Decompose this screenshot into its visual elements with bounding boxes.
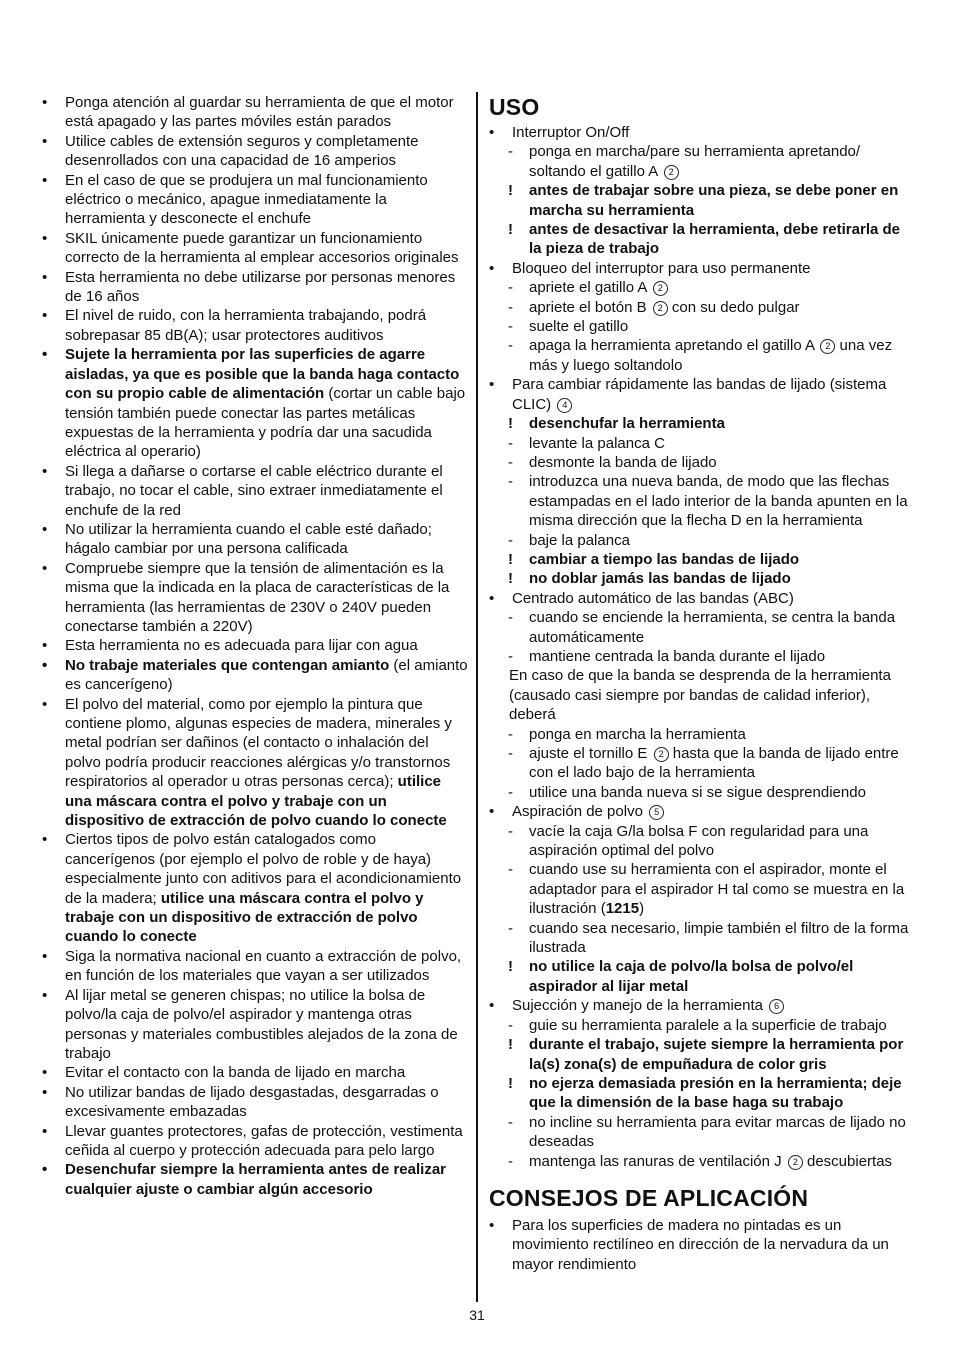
text-run: una vez más y luego soltandolo [529, 337, 893, 374]
bullet-marker: • [42, 1083, 48, 1101]
warning-step [489, 181, 913, 220]
figure-reference: 4 [557, 398, 572, 413]
bullet-marker: • [42, 94, 48, 111]
dash-marker: - [508, 279, 513, 297]
bullet-marker: • [42, 346, 48, 364]
text-run: Centrado automático de las bandas (ABC) [512, 589, 794, 607]
dash-marker: - [508, 745, 513, 762]
list-item [42, 229, 468, 268]
warning-step [489, 550, 913, 569]
section-heading-consejos: CONSEJOS DE APLICACIÓN [489, 1184, 809, 1211]
bullet-marker: • [42, 1122, 48, 1140]
step-item [489, 822, 913, 861]
right-column [489, 93, 913, 1274]
list-item [42, 1122, 468, 1161]
bullet-marker: • [42, 986, 48, 1004]
text-run: Esta herramienta no es adecuada para lijar con agua [65, 637, 418, 655]
step-item [489, 744, 913, 783]
text-run: Ponga atención al guardar su herramienta de que el motor está apagado y las partes móviles están parados [65, 94, 454, 131]
step-item [489, 317, 913, 336]
warning-marker: ! [508, 182, 513, 200]
warning-marker: ! [508, 221, 513, 239]
consejos-instructions [489, 1216, 913, 1274]
text-run: Interruptor On/Off [512, 124, 630, 141]
uso-instructions [489, 123, 913, 1171]
text-run: cuando sea necesario, limpie también el filtro de la forma ilustrada [529, 919, 909, 957]
bold-text: 1215 [605, 900, 640, 918]
warning-step [489, 1035, 913, 1074]
bullet-marker: • [42, 637, 48, 655]
text-run: cuando use su herramienta con el aspirador, monte el adaptador para el aspirador H tal como se muestra en la ilustración ( [529, 861, 905, 918]
dash-marker: - [508, 473, 513, 491]
text-run: no incline su herramienta para evitar marcas de lijado no deseadas [529, 1113, 906, 1151]
list-item [42, 986, 468, 1064]
warning-marker: ! [508, 958, 513, 976]
list-item [42, 171, 468, 229]
text-run: hasta que la banda de lijado entre con el lado bajo de la herramienta [529, 745, 899, 782]
bullet-marker: • [42, 1161, 48, 1179]
bullet-marker: • [42, 520, 48, 538]
figure-reference: 5 [649, 805, 664, 820]
step-item [489, 783, 913, 802]
text-run: antes de trabajar sobre una pieza, se debe poner en marcha su herramienta [529, 182, 899, 219]
text-run: guie su herramienta paralele a la superficie de trabajo [529, 1016, 887, 1034]
text-run: cuando se enciende la herramienta, se centra la banda automáticamente [529, 609, 896, 646]
text-run: Evitar el contacto con la banda de lijado en marcha [65, 1064, 406, 1082]
list-item [42, 132, 468, 171]
text-run: (cortar un cable bajo tensión también puede conectar las partes metálicas expuestas de la herramienta y podría dar una sacudida eléctrica al operario) [65, 385, 466, 461]
text-run: cambiar a tiempo las bandas de lijado [529, 550, 800, 568]
bullet-marker: • [42, 695, 48, 713]
text-run: Para los superficies de madera no pintadas es un movimiento rectilíneo en dirección de la nervadura da un mayor rendimiento [512, 1216, 889, 1273]
column-divider [476, 92, 478, 1302]
text-run: (el amianto es cancerígeno) [65, 656, 468, 694]
bullet-marker: • [42, 268, 48, 286]
dash-marker: - [508, 822, 513, 840]
step-item [489, 453, 913, 472]
dash-marker: - [508, 1113, 513, 1131]
bullet-marker: • [42, 171, 48, 189]
text-run: levante la palanca C [529, 434, 665, 452]
figure-reference: 2 [788, 1155, 803, 1170]
section-heading-uso: USO [489, 94, 540, 120]
warning-step [489, 569, 913, 588]
dash-marker: - [508, 434, 513, 452]
bullet-marker: • [42, 132, 48, 150]
list-item [42, 947, 468, 986]
dash-marker: - [508, 318, 513, 336]
text-run: no utilice la caja de polvo/la bolsa de polvo/el aspirador al lijar metal [529, 958, 854, 995]
text-run: SKIL únicamente puede garantizar un funcionamiento correcto de la herramienta al emplear accesorios originales [65, 229, 459, 267]
bullet-marker: • [42, 656, 48, 674]
text-run: durante el trabajo, sujete siempre la herramienta por la(s) zona(s) de empuñadura de color gris [529, 1036, 904, 1073]
text-run: Compruebe siempre que la tensión de alimentación es la misma que la indicada en la placa de características de la herramienta (las herramientas de 230V o 240V pueden conectarse también a 220V) [65, 559, 450, 635]
warning-marker: ! [508, 550, 513, 568]
text-run: Esta herramienta no debe utilizarse por personas menores de 16 años [65, 268, 456, 306]
list-item [42, 656, 468, 695]
dash-marker: - [508, 298, 513, 316]
warning-step [489, 1074, 913, 1113]
list-item [489, 589, 913, 608]
paragraph [489, 666, 913, 724]
bullet-marker: • [489, 376, 495, 394]
bullet-marker: • [489, 803, 495, 821]
step-item [489, 472, 913, 530]
bullet-marker: • [42, 559, 48, 577]
dash-marker: - [508, 725, 513, 743]
bullet-marker: • [42, 1064, 48, 1082]
list-item [42, 636, 468, 655]
bullet-marker: • [42, 307, 48, 325]
bold-text: utilice una máscara contra el polvo y trabaje con un dispositivo de extracción de polvo cuando lo conecte [65, 773, 447, 830]
text-run: vacíe la caja G/la bolsa F con regularidad para una aspiración optimal del polvo [529, 822, 869, 860]
text-run: Utilice cables de extensión seguros y completamente desenrollados con una capacidad de 16 amperios [65, 132, 419, 170]
list-item [42, 93, 468, 132]
list-item [489, 996, 913, 1015]
text-run: ) [639, 900, 645, 918]
warning-marker: ! [508, 1036, 513, 1054]
figure-reference: 2 [653, 301, 668, 316]
warning-step [489, 220, 913, 259]
bullet-marker: • [42, 229, 48, 247]
safety-bullet-list [42, 93, 468, 1199]
list-item [42, 268, 468, 307]
step-item [489, 647, 913, 666]
text-run: desmonte la banda de lijado [529, 453, 717, 471]
step-item [489, 531, 913, 550]
text-run: baje la palanca [529, 531, 630, 549]
bullet-marker: • [489, 259, 495, 277]
figure-reference: 2 [664, 165, 679, 180]
list-item [42, 1160, 468, 1199]
list-item [489, 375, 913, 414]
text-run: ajuste el tornillo E [529, 745, 652, 762]
step-item [489, 919, 913, 958]
figure-reference: 2 [653, 281, 668, 296]
warning-step [489, 414, 913, 433]
step-item [489, 1016, 913, 1035]
step-item [489, 860, 913, 918]
text-run: suelte el gatillo [529, 318, 629, 336]
bullet-marker: • [489, 124, 495, 141]
bullet-marker: • [42, 831, 48, 849]
step-item [489, 298, 913, 317]
text-run: utilice una banda nueva si se sigue desprendiendo [529, 783, 866, 801]
list-item [42, 306, 468, 345]
text-run: ponga en marcha/pare su herramienta apretando/ soltando el gatillo A [529, 143, 861, 180]
warning-marker: ! [508, 570, 513, 588]
text-run: No utilizar la herramienta cuando el cable esté dañado; hágalo cambiar por una persona calificada [65, 520, 432, 558]
step-item [489, 608, 913, 647]
list-item [42, 345, 468, 461]
dash-marker: - [508, 337, 513, 355]
figure-reference: 2 [820, 339, 835, 354]
text-run: No utilizar bandas de lijado desgastadas, desgarradas o excesivamente embazadas [65, 1083, 439, 1121]
dash-marker: - [508, 609, 513, 627]
text-run: Para cambiar rápidamente las bandas de lijado (sistema CLIC) [512, 376, 887, 413]
warning-step [489, 957, 913, 996]
text-run: mantenga las ranuras de ventilación J [529, 1152, 786, 1170]
list-item [42, 695, 468, 831]
figure-reference: 2 [654, 747, 669, 762]
list-item [489, 259, 913, 278]
text-run: no ejerza demasiada presión en la herramienta; deje que la dimensión de la base haga su trabajo [529, 1074, 902, 1112]
list-item [42, 830, 468, 946]
text-run: Al lijar metal se generen chispas; no utilice la bolsa de polvo/la caja de polvo/el aspirador y mantenga otras personas y materiales combustibles alejados de la zona de trabajo [65, 986, 458, 1062]
bullet-marker: • [489, 997, 495, 1015]
step-item [489, 278, 913, 297]
text-run: El nivel de ruido, con la herramienta trabajando, podrá sobrepasar 85 dB(A); usar protectores auditivos [65, 307, 427, 344]
figure-reference: 6 [769, 999, 784, 1014]
dash-marker: - [508, 453, 513, 471]
list-item [42, 462, 468, 520]
list-item [42, 559, 468, 637]
text-run: Sujección y manejo de la herramienta [512, 997, 768, 1015]
text-run: desenchufar la herramienta [529, 415, 725, 433]
bold-text: No trabaje materiales que contengan amianto [65, 656, 390, 674]
warning-marker: ! [508, 415, 513, 433]
left-column [42, 93, 468, 1199]
step-item [489, 725, 913, 744]
bold-text: Desenchufar siempre la herramienta antes de realizar cualquier ajuste o cambiar algún accesorio [65, 1161, 447, 1198]
text-run: no doblar jamás las bandas de lijado [529, 570, 791, 588]
bold-text: utilice una máscara contra el polvo y trabaje con un dispositivo de extracción de polvo cuando lo conecte [65, 889, 424, 946]
text-run: El polvo del material, como por ejemplo la pintura que contiene plomo, algunas especies de madera, minerales y metal podrían ser dañinos (el contacto o inhalación del polvo podría producir reacciones alérgicas y/o transtornos respiratorios al operador u otras personas cerca); [65, 695, 452, 791]
step-item [489, 1152, 913, 1171]
step-item [489, 434, 913, 453]
text-run: En el caso de que se produjera un mal funcionamiento eléctrico o mecánico, apague inmediatamente la herramienta y desconecte el enchufe [65, 171, 428, 228]
dash-marker: - [508, 647, 513, 665]
text-run: introduzca una nueva banda, de modo que las flechas estampadas en el lado interior de la banda apunten en la misma dirección que la flecha D en la herramienta [529, 473, 908, 530]
text-run: Bloqueo del interruptor para uso permanente [512, 259, 811, 277]
list-item [42, 520, 468, 559]
text-run: ponga en marcha la herramienta [529, 725, 746, 743]
dash-marker: - [508, 531, 513, 549]
list-item [489, 802, 913, 821]
text-run: apriete el gatillo A [529, 279, 651, 297]
text-run: apriete el botón B [529, 298, 651, 316]
list-item [489, 1216, 913, 1274]
bold-text: Sujete la herramienta por las superficies de agarre aisladas, ya que es posible que la banda haga contacto con su propio cable de alimentación [65, 346, 460, 403]
text-run: Ciertos tipos de polvo están catalogados como cancerígenos (por ejemplo el polvo de roble y de haya) especialmente junto con aditivos para el acondicionamiento de la madera; [65, 831, 462, 907]
warning-marker: ! [508, 1074, 513, 1092]
bullet-marker: • [42, 462, 48, 480]
text-run: Llevar guantes protectores, gafas de protección, vestimenta ceñida al cuerpo y protección adecuada para pelo largo [65, 1122, 463, 1159]
text-run: En caso de que la banda se desprenda de la herramienta (causado casi siempre por bandas de calidad inferior), deberá [509, 667, 891, 724]
list-item [42, 1063, 468, 1082]
step-item [489, 142, 913, 181]
dash-marker: - [508, 919, 513, 937]
dash-marker: - [508, 1152, 513, 1170]
text-run: Si llega a dañarse o cortarse el cable eléctrico durante el trabajo, no tocar el cable, sino extraer inmediatamente el enchufe de la red [65, 462, 443, 519]
text-run: Siga la normativa nacional en cuanto a extracción de polvo, en función de los materiales que vayan a ser utilizados [65, 947, 462, 985]
bullet-marker: • [489, 1216, 495, 1234]
text-run: apaga la herramienta apretando el gatillo A [529, 337, 819, 355]
step-item [489, 1113, 913, 1152]
text-run: mantiene centrada la banda durante el lijado [529, 647, 826, 665]
text-run: antes de desactivar la herramienta, debe retirarla de la pieza de trabajo [529, 221, 901, 258]
page-number: 31 [469, 1307, 485, 1323]
list-item [42, 1083, 468, 1122]
bullet-marker: • [42, 947, 48, 965]
text-run: con su dedo pulgar [667, 298, 800, 316]
step-item [489, 336, 913, 375]
dash-marker: - [508, 861, 513, 879]
text-run: Aspiración de polvo [512, 803, 648, 821]
dash-marker: - [508, 783, 513, 801]
text-run: descubiertas [802, 1152, 893, 1170]
bullet-marker: • [489, 589, 495, 607]
list-item [489, 123, 913, 142]
dash-marker: - [508, 1016, 513, 1034]
dash-marker: - [508, 143, 513, 161]
